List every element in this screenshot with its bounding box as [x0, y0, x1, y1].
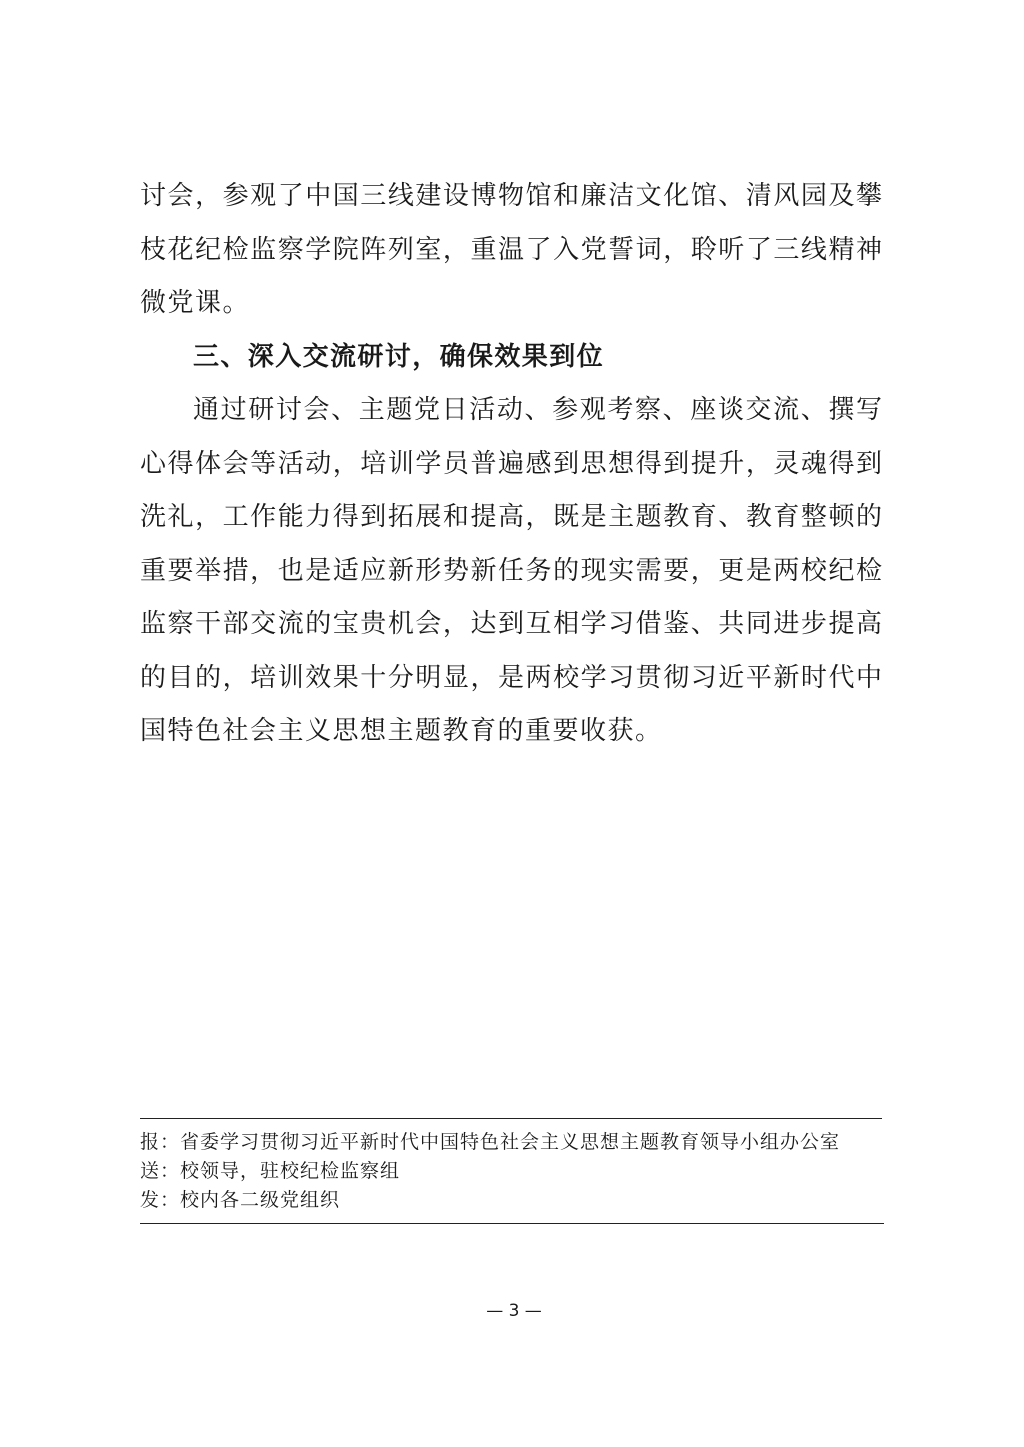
send-to-line: 送：校领导，驻校纪检监察组 [140, 1160, 401, 1182]
body-line: 枝花纪检监察学院阵列室，重温了入党誓词，聆听了三线精神 [140, 234, 882, 265]
body-line: 的目的，培训效果十分明显，是两校学习贯彻习近平新时代中 [140, 662, 882, 693]
distribution-list [140, 1128, 884, 1215]
body-line: 微党课。 [140, 288, 251, 318]
distribution-top-rule [140, 1118, 882, 1119]
body-line: 洗礼，工作能力得到拓展和提高，既是主题教育、教育整顿的 [140, 502, 882, 532]
body-line: 国特色社会主义思想主题教育的重要收获。 [140, 716, 663, 746]
body-line: 监察干部交流的宝贵机会，达到互相学习借鉴、共同进步提高 [140, 609, 882, 639]
body-line: 心得体会等活动，培训学员普遍感到思想得到提升，灵魂得到 [140, 448, 882, 479]
body-line: 重要举措，也是适应新形势新任务的现实需要，更是两校纪检 [140, 555, 882, 586]
report-to-line: 报：省委学习贯彻习近平新时代中国特色社会主义思想主题教育领导小组办公室 [140, 1131, 841, 1153]
body-line: 讨会，参观了中国三线建设博物馆和廉洁文化馆、清风园及攀 [140, 181, 882, 211]
issue-to-line: 发：校内各二级党组织 [140, 1189, 341, 1211]
body-line: 通过研讨会、主题党日活动、参观考察、座谈交流、撰写 [193, 395, 882, 425]
distribution-bottom-rule [140, 1223, 884, 1224]
page-number: — 3 — [486, 1301, 542, 1321]
body-text [140, 170, 882, 759]
section-heading: 三、深入交流研讨，确保效果到位 [193, 341, 605, 372]
